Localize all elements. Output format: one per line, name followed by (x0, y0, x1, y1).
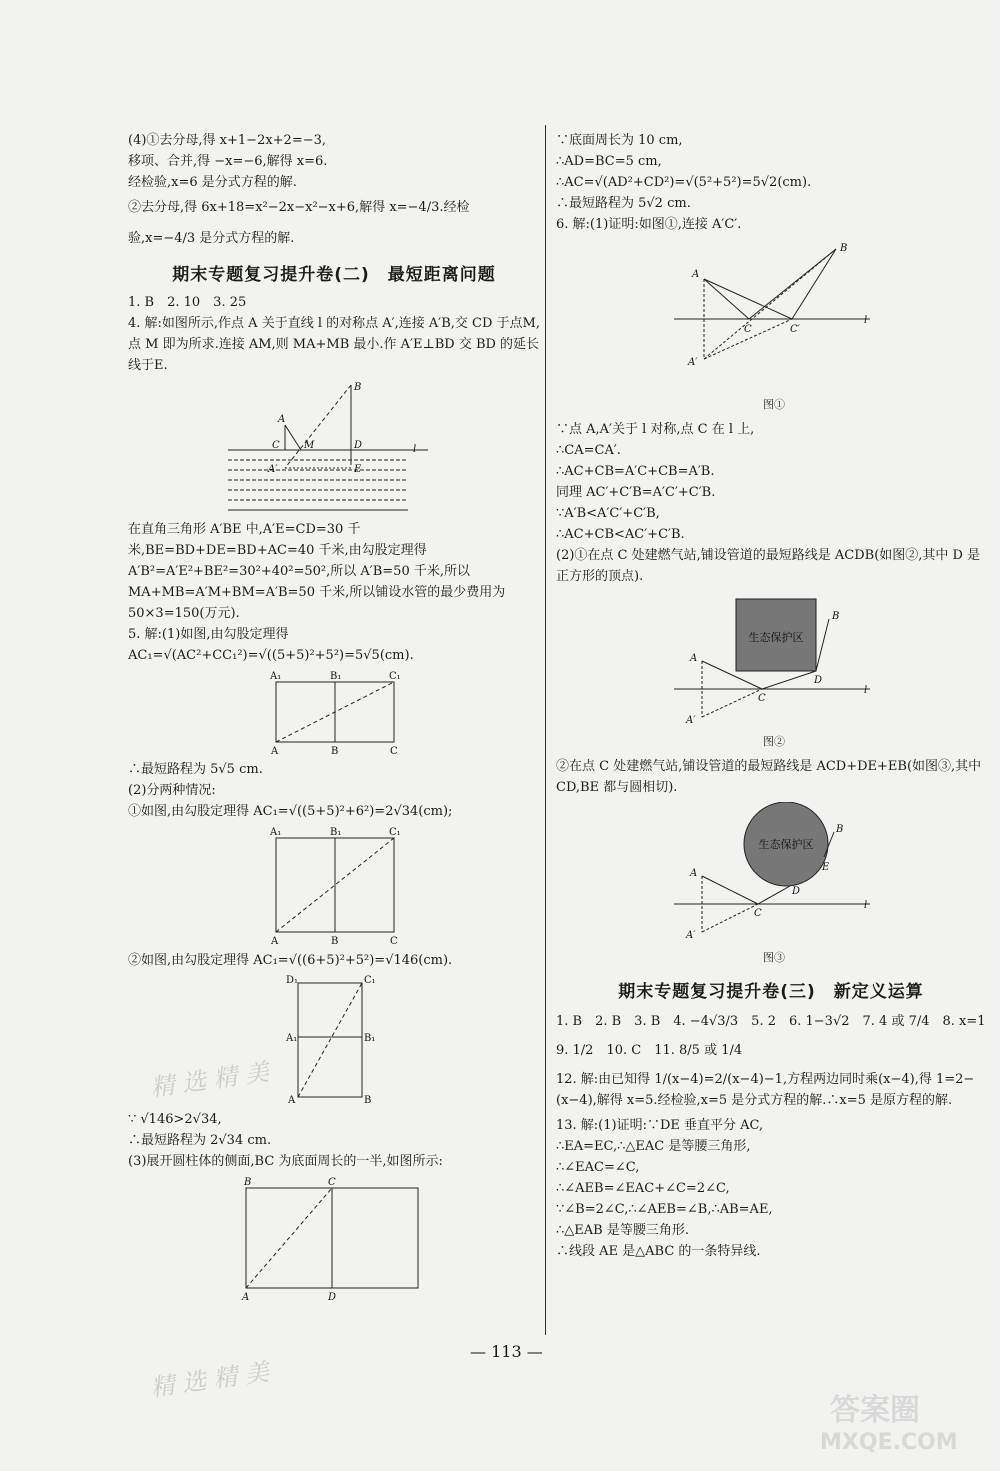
svg-text:A′: A′ (686, 715, 696, 726)
text-line: ∵底面周长为 10 cm, (556, 133, 683, 148)
svg-text:C₁: C₁ (389, 671, 401, 682)
svg-text:D: D (814, 675, 823, 686)
answer-5: 5. 解:(1)如图,由勾股定理得 AC₁=√(AC²+CC₁²)=√((5+5)²+5²)=5√5(cm). (128, 627, 414, 663)
figure-caption: 图② (763, 735, 785, 748)
faded-stamp: 精 选 精 美 (148, 1357, 271, 1403)
figure-reflection-1 (674, 239, 986, 415)
text-line: ∴EA=EC,∴△EAC 是等腰三角形, (556, 1139, 751, 1154)
answer-6-3: ②在点 C 处建燃气站,铺设管道的最短路线是 ACD+DE+EB(如图③,其中 CD,BE 都与圆相切). (556, 759, 982, 795)
svg-text:D: D (792, 886, 801, 897)
svg-text:B: B (364, 1095, 372, 1105)
text-line: ∴AC+CB=A′C+CB=A′B. (556, 464, 715, 479)
text-line: ∴∠AEB=∠EAC+∠C=2∠C, (556, 1181, 730, 1196)
svg-text:A: A (278, 414, 286, 425)
figure-square-zone (674, 591, 986, 752)
svg-text:A: A (242, 1292, 250, 1303)
svg-text:A′: A′ (686, 930, 696, 941)
text-line: 移项、合并,得 −x=−6,解得 x=6. (128, 154, 328, 169)
section-title: 期末专题复习提升卷(三) 新定义运算 (618, 982, 924, 1002)
svg-text:A: A (690, 868, 698, 879)
svg-text:C: C (272, 440, 280, 451)
text-line: ∵ √146>2√34, (128, 1112, 222, 1127)
text-line: ∴△EAB 是等腰三角形. (556, 1223, 689, 1238)
svg-text:l: l (864, 315, 868, 326)
svg-text:l: l (864, 685, 868, 696)
svg-text:M: M (304, 440, 315, 451)
text-line: ②去分母,得 6x+18=x²−2x−x²−x+6,解得 x=−4/3.经检 (128, 200, 470, 215)
svg-text:C: C (758, 693, 766, 704)
text-line: ②如图,由勾股定理得 AC₁=√((6+5)²+5²)=√146(cm). (128, 953, 453, 968)
svg-text:D: D (328, 1292, 337, 1303)
zone-label: 生态保护区 (758, 838, 814, 851)
text-line: ∴AD=BC=5 cm, (556, 154, 662, 169)
text-line: ①如图,由勾股定理得 AC₁=√((5+5)²+6²)=2√34(cm); (128, 804, 453, 819)
svg-text:A: A (690, 653, 698, 664)
text-line: 验,x=−4/3 是分式方程的解. (128, 231, 295, 246)
svg-text:E: E (822, 862, 830, 873)
text-line: ∴最短路程为 5√5 cm. (128, 762, 263, 777)
answer-line: 1. B 2. B 3. B 4. −4√3/3 5. 2 6. 1−3√2 7. 4 或 7/4 8. x=1 (556, 1014, 986, 1029)
svg-text:B₁: B₁ (364, 1033, 376, 1044)
svg-text:A: A (692, 269, 700, 280)
column-divider (545, 125, 546, 1335)
page-number: — 113 — (470, 1342, 543, 1361)
text-line: (4)①去分母,得 x+1−2x+2=−3, (128, 133, 327, 148)
text-line: (3)展开圆柱体的侧面,BC 为底面周长的一半,如图所示: (128, 1154, 443, 1169)
svg-text:B: B (840, 243, 848, 254)
svg-text:A′: A′ (268, 464, 278, 475)
text-line: ∴∠EAC=∠C, (556, 1160, 640, 1175)
text-line: ∴AC+CB<AC′+C′B. (556, 527, 685, 542)
right-column (556, 130, 986, 1262)
text-line: ∴AC=√(AD²+CD²)=√(5²+5²)=5√2(cm). (556, 175, 812, 190)
svg-text:A′: A′ (688, 357, 698, 368)
svg-text:A: A (271, 936, 279, 946)
svg-text:B: B (832, 611, 840, 622)
svg-text:B₁: B₁ (330, 827, 342, 838)
svg-text:C₁: C₁ (389, 827, 401, 838)
svg-text:D₁: D₁ (286, 975, 299, 986)
svg-text:C′: C′ (790, 324, 800, 335)
watermark-url: MXQE.COM (820, 1430, 958, 1455)
text-line: 同理 AC′+C′B=A′C′+C′B. (556, 485, 716, 500)
answer-line: 1. B 2. 10 3. 25 (128, 295, 247, 310)
text-line: 13. 解:(1)证明:∵DE 垂直平分 AC, (556, 1118, 764, 1133)
svg-text:C₁: C₁ (364, 975, 376, 986)
text-line: ∴最短路程为 5√2 cm. (556, 196, 691, 211)
figure-circle-zone (674, 802, 986, 968)
figure-water-pipe (228, 380, 540, 515)
svg-text:D: D (354, 440, 363, 451)
figure-caption: 图③ (763, 951, 785, 964)
svg-text:B: B (836, 824, 844, 835)
answer-6-2: (2)①在点 C 处建燃气站,铺设管道的最短路线是 ACDB(如图②,其中 D 是正方形的顶点). (556, 548, 981, 584)
text-line: 经检验,x=6 是分式方程的解. (128, 175, 297, 190)
left-column (128, 130, 540, 1310)
svg-text:A: A (288, 1095, 296, 1105)
figure-caption: 图① (763, 398, 785, 411)
text-line: ∵点 A,A′关于 l 对称,点 C 在 l 上, (556, 422, 755, 437)
text-line: (2)分两种情况: (128, 783, 216, 798)
watermark-logo: 答案圈 (830, 1393, 920, 1428)
svg-text:C: C (328, 1177, 336, 1188)
text-line: 6. 解:(1)证明:如图①,连接 A′C′. (556, 217, 742, 232)
text-line: ∴CA=CA′. (556, 443, 621, 458)
section-title: 期末专题复习提升卷(二) 最短距离问题 (172, 265, 496, 285)
svg-text:B: B (244, 1177, 252, 1188)
figure-rect-2 (268, 826, 540, 946)
faded-stamp: 精 选 精 美 (148, 1057, 271, 1103)
svg-text:A: A (271, 746, 279, 755)
svg-text:C: C (744, 324, 752, 335)
svg-text:C: C (390, 936, 398, 946)
svg-text:B: B (331, 746, 339, 755)
svg-text:A₁: A₁ (286, 1033, 298, 1044)
answer-4: 4. 解:如图所示,作点 A 关于直线 l 的对称点 A′,连接 A′B,交 CD 于点M,点 M 即为所求.连接 AM,则 MA+MB 最小.作 A′E⊥BD 交 BD 的延长线于E. (128, 316, 540, 373)
svg-text:C: C (754, 908, 762, 919)
figure-rect-3 (286, 975, 540, 1105)
svg-text:A₁: A₁ (270, 671, 282, 682)
figure-rect-1 (268, 670, 540, 755)
figure-cylinder-net (236, 1176, 540, 1306)
svg-text:l: l (413, 444, 417, 455)
text-line: ∵A′B<A′C′+C′B, (556, 506, 660, 521)
svg-text:B: B (331, 936, 339, 946)
svg-text:A₁: A₁ (270, 827, 282, 838)
svg-text:B: B (354, 382, 362, 393)
text-line: ∴最短路程为 2√34 cm. (128, 1133, 272, 1148)
svg-text:l: l (864, 900, 868, 911)
zone-label: 生态保护区 (748, 631, 804, 644)
answer-line: 9. 1/2 10. C 11. 8/5 或 1/4 (556, 1043, 743, 1058)
text-line: ∵∠B=2∠C,∴∠AEB=∠B,∴AB=AE, (556, 1202, 773, 1217)
text-line: ∴线段 AE 是△ABC 的一条特异线. (556, 1244, 761, 1259)
answer-12: 12. 解:由已知得 1/(x−4)=2/(x−4)−1,方程两边同时乘(x−4),得 1=2−(x−4),解得 x=5.经检验,x=5 是分式方程的解.∴x=5 是原方程的解. (556, 1072, 975, 1108)
svg-text:B₁: B₁ (330, 671, 342, 682)
svg-text:E: E (354, 464, 362, 475)
answer-4-solution: 在直角三角形 A′BE 中,A′E=CD=30 千米,BE=BD+DE=BD+AC=40 千米,由勾股定理得 A′B²=A′E²+BE²=30²+40²=50²,所以 A′B=50 千米,所以 MA+MB=A′M+BM=A′B=50 千米,所以铺设水管的最少费用为 50×3=150(万元). (128, 522, 506, 621)
svg-text:C: C (390, 746, 398, 755)
